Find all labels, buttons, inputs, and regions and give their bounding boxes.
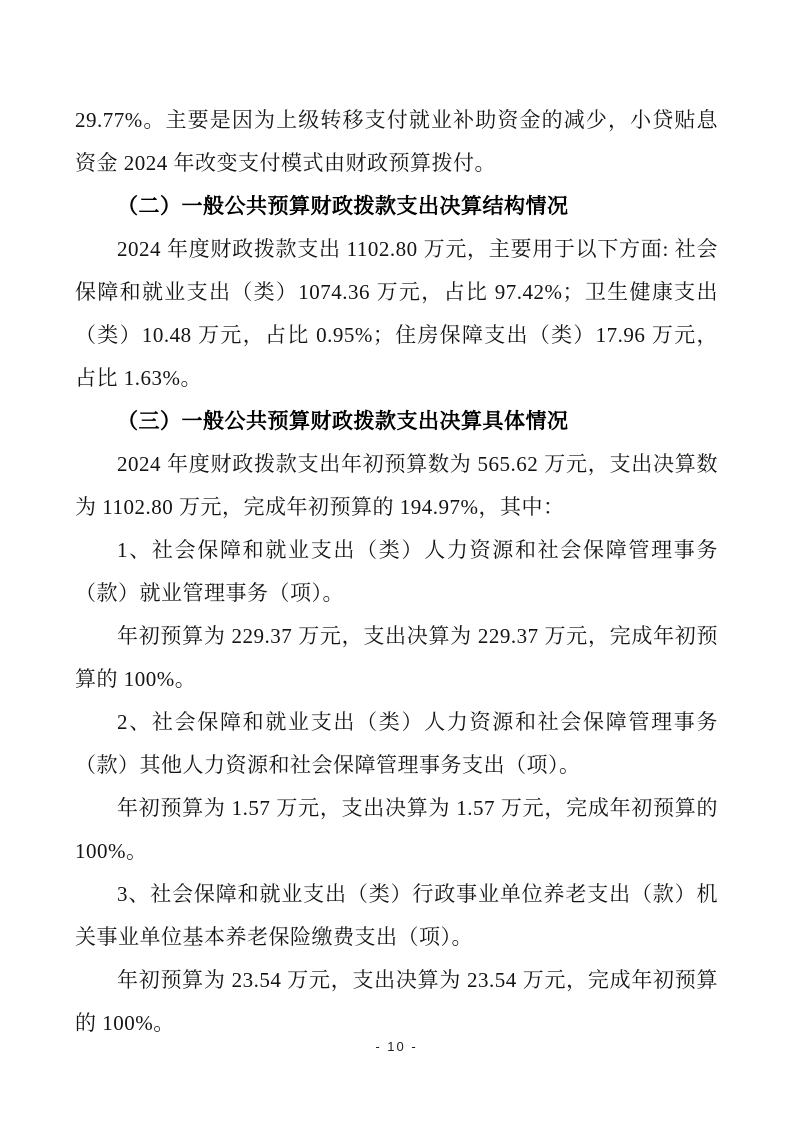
- paragraph: 年初预算为 23.54 万元，支出决算为 23.54 万元，完成年初预算的 100%。: [75, 968, 718, 1035]
- page-footer: [0, 1038, 793, 1056]
- page-number: - 10 -: [375, 1039, 418, 1054]
- paragraph-continuation: 29.77%。主要是因为上级转移支付就业补助资金的减少，小贷贴息资金 2024 年改变支付模式由财政预算拨付。: [75, 108, 718, 175]
- paragraph: 2024 年度财政拨款支出年初预算数为 565.62 万元，支出决算数为 1102.80 万元，完成年初预算的 194.97%，其中：: [75, 452, 718, 519]
- paragraph: 2、社会保障和就业支出（类）人力资源和社会保障管理事务（款）其他人力资源和社会保障管理事务支出（项）。: [75, 710, 718, 777]
- paragraph: 1、社会保障和就业支出（类）人力资源和社会保障管理事务（款）就业管理事务（项）。: [75, 538, 718, 605]
- paragraph: 年初预算为 1.57 万元，支出决算为 1.57 万元，完成年初预算的 100%。: [75, 796, 718, 863]
- paragraph: 3、社会保障和就业支出（类）行政事业单位养老支出（款）机关事业单位基本养老保险缴费支出（项）。: [75, 882, 718, 949]
- section-heading-3: （三）一般公共预算财政拨款支出决算具体情况: [117, 410, 569, 433]
- document-body: [75, 99, 718, 1045]
- paragraph: 2024 年度财政拨款支出 1102.80 万元，主要用于以下方面: 社会保障和就业支出（类）1074.36 万元，占比 97.42%；卫生健康支出（类）10.48 万元，占比 0.95%；住房保障支出（类）17.96 万元，占比 1.63%。: [75, 237, 718, 390]
- paragraph: 年初预算为 229.37 万元，支出决算为 229.37 万元，完成年初预算的 100%。: [75, 624, 718, 691]
- section-heading-2: （二）一般公共预算财政拨款支出决算结构情况: [117, 195, 569, 218]
